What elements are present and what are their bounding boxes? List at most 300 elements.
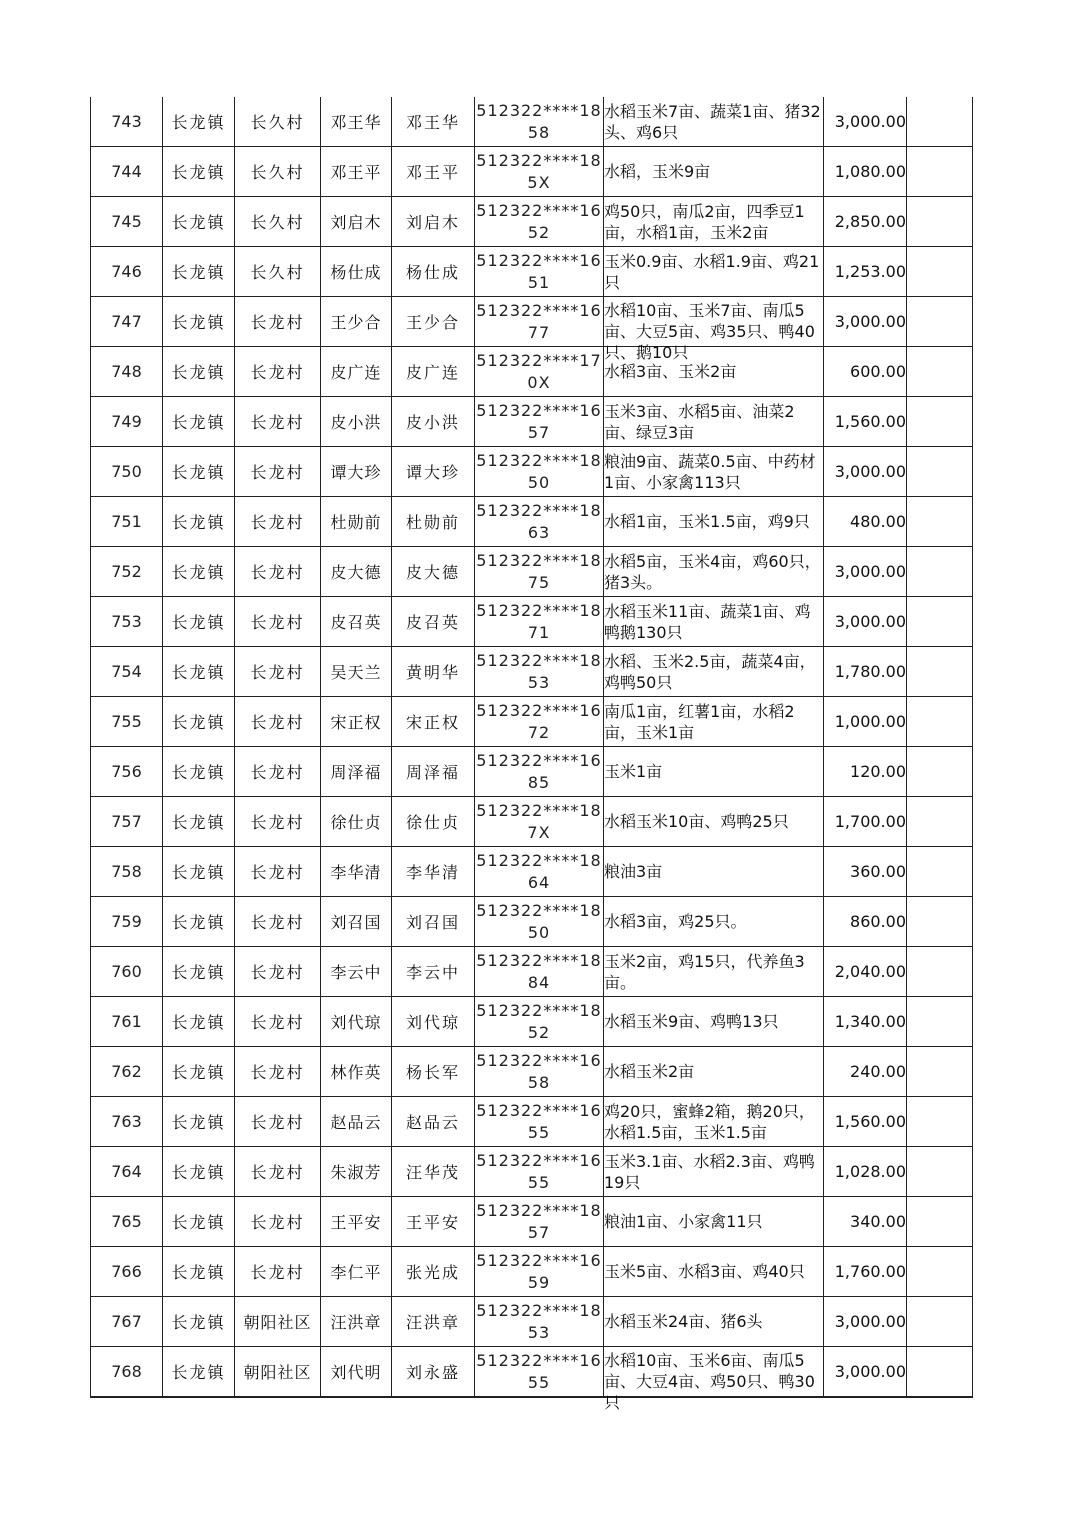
- recipient-name-cell: 李华清: [392, 847, 475, 897]
- description-cell-text: 玉米3.1亩、水稻2.3亩、鸡鸭19只: [604, 1151, 815, 1192]
- name-cell: 赵品云: [321, 1097, 392, 1147]
- description-cell-text: 水稻玉米7亩、蔬菜1亩、猪32头、鸡6只: [604, 101, 821, 142]
- id-number-line2: 64: [527, 872, 551, 892]
- row-number-cell: 743: [91, 97, 163, 147]
- id-number-line1: 512322****18: [476, 900, 602, 920]
- id-number-cell: [475, 197, 604, 247]
- description-cell-text: 水稻，玉米9亩: [604, 162, 711, 181]
- amount-cell: 480.00: [824, 497, 907, 547]
- id-number-line2: 52: [527, 1022, 551, 1042]
- name-cell: 汪洪章: [321, 1297, 392, 1347]
- town-cell: 长龙镇: [163, 947, 235, 997]
- remark-cell: [907, 447, 973, 497]
- recipient-name-cell: 邓王平: [392, 147, 475, 197]
- id-number-line2: 53: [527, 672, 551, 692]
- description-cell: [604, 1197, 824, 1247]
- remark-cell: [907, 997, 973, 1047]
- id-number-cell: [475, 697, 604, 747]
- name-cell: 杜勋前: [321, 497, 392, 547]
- table-row: [91, 697, 973, 747]
- name-cell: 邓王华: [321, 97, 392, 147]
- description-cell: [604, 597, 824, 647]
- row-number-cell: 764: [91, 1147, 163, 1197]
- id-number-line1: 512322****16: [476, 300, 602, 320]
- id-number-cell: [475, 1097, 604, 1147]
- table-row: [91, 947, 973, 997]
- town-cell: 长龙镇: [163, 847, 235, 897]
- id-number-line1: 512322****18: [476, 800, 602, 820]
- name-cell: 宋正权: [321, 697, 392, 747]
- description-cell: [604, 847, 824, 897]
- name-cell: 吴天兰: [321, 647, 392, 697]
- id-number-line2: 75: [527, 572, 551, 592]
- amount-cell: 3,000.00: [824, 1297, 907, 1347]
- description-cell: [604, 97, 824, 147]
- amount-cell: 860.00: [824, 897, 907, 947]
- recipient-name-cell: 杨长军: [392, 1047, 475, 1097]
- id-number-line2: 7X: [527, 822, 551, 842]
- table-row: [91, 597, 973, 647]
- row-number-cell: 750: [91, 447, 163, 497]
- town-cell: 长龙镇: [163, 97, 235, 147]
- amount-cell: 2,850.00: [824, 197, 907, 247]
- remark-cell: [907, 497, 973, 547]
- id-number-line2: 50: [527, 922, 551, 942]
- remark-cell: [907, 547, 973, 597]
- id-number-cell: [475, 1147, 604, 1197]
- id-number-cell: [475, 897, 604, 947]
- id-number-cell: [475, 547, 604, 597]
- id-number-cell: [475, 1347, 604, 1398]
- description-cell: [604, 547, 824, 597]
- village-cell: 长龙村: [235, 1197, 321, 1247]
- id-number-line1: 512322****18: [476, 1300, 602, 1320]
- remark-cell: [907, 847, 973, 897]
- row-number-cell: 758: [91, 847, 163, 897]
- description-cell: [604, 947, 824, 997]
- town-cell: 长龙镇: [163, 447, 235, 497]
- description-cell-text: 水稻玉米24亩、猪6头: [604, 1312, 763, 1331]
- description-cell-text: 玉米1亩: [604, 762, 663, 781]
- remark-cell: [907, 1197, 973, 1247]
- remark-cell: [907, 97, 973, 147]
- town-cell: 长龙镇: [163, 347, 235, 397]
- id-number-line1: 512322****18: [476, 450, 602, 470]
- id-number-line1: 512322****18: [476, 650, 602, 670]
- remark-cell: [907, 1097, 973, 1147]
- description-cell: [604, 1147, 824, 1197]
- village-cell: 长龙村: [235, 1047, 321, 1097]
- description-cell-text: 玉米3亩、水稻5亩、油菜2亩、绿豆3亩: [604, 401, 795, 442]
- row-number-cell: 746: [91, 247, 163, 297]
- description-cell: [604, 1297, 824, 1347]
- amount-cell: 1,700.00: [824, 797, 907, 847]
- amount-cell: 120.00: [824, 747, 907, 797]
- town-cell: 长龙镇: [163, 897, 235, 947]
- description-cell-text: 水稻3亩，鸡25只。: [604, 912, 747, 931]
- remark-cell: [907, 197, 973, 247]
- table-row: [91, 347, 973, 397]
- name-cell: 杨仕成: [321, 247, 392, 297]
- id-number-cell: [475, 1197, 604, 1247]
- id-number-line2: 58: [527, 1072, 551, 1092]
- id-number-line2: 50: [527, 472, 551, 492]
- description-cell: [604, 497, 824, 547]
- row-number-cell: 760: [91, 947, 163, 997]
- recipient-name-cell: 杜勋前: [392, 497, 475, 547]
- id-number-line2: 85: [527, 772, 551, 792]
- id-number-line1: 512322****18: [476, 600, 602, 620]
- village-cell: 朝阳社区: [235, 1347, 321, 1398]
- table-row: [91, 447, 973, 497]
- row-number-cell: 747: [91, 297, 163, 347]
- id-number-line2: 84: [527, 972, 551, 992]
- town-cell: 长龙镇: [163, 1197, 235, 1247]
- description-cell: [604, 1347, 824, 1412]
- row-number-cell: 755: [91, 697, 163, 747]
- village-cell: 长久村: [235, 247, 321, 297]
- table-body: [91, 97, 973, 1412]
- id-number-cell: [475, 497, 604, 547]
- town-cell: 长龙镇: [163, 1097, 235, 1147]
- id-number-line1: 512322****18: [476, 100, 602, 120]
- description-cell-text: 水稻10亩、玉米7亩、南瓜5亩、大豆5亩、鸡35只、鸭40只、鹅10只: [604, 300, 815, 362]
- id-number-cell: [475, 647, 604, 697]
- row-number-cell: 753: [91, 597, 163, 647]
- id-number-line2: 51: [527, 272, 551, 292]
- recipient-name-cell: 李云中: [392, 947, 475, 997]
- recipient-name-cell: 汪华茂: [392, 1147, 475, 1197]
- recipient-name-cell: 谭大珍: [392, 447, 475, 497]
- amount-cell: 1,000.00: [824, 697, 907, 747]
- id-number-cell: [475, 797, 604, 847]
- amount-cell: 1,760.00: [824, 1247, 907, 1297]
- description-cell-text: 水稻玉米2亩: [604, 1062, 695, 1081]
- remark-cell: [907, 1047, 973, 1097]
- row-number-cell: 754: [91, 647, 163, 697]
- description-cell: [604, 1097, 824, 1147]
- id-number-line2: 57: [527, 422, 551, 442]
- village-cell: 长久村: [235, 147, 321, 197]
- description-cell-text: 玉米0.9亩、水稻1.9亩、鸡21只: [604, 251, 820, 292]
- table-row: [91, 997, 973, 1047]
- id-number-cell: [475, 1297, 604, 1347]
- id-number-line2: 59: [527, 1272, 551, 1292]
- name-cell: 皮小洪: [321, 397, 392, 447]
- recipient-name-cell: 杨仕成: [392, 247, 475, 297]
- description-cell: [604, 897, 824, 947]
- id-number-line2: 5X: [527, 172, 551, 192]
- recipient-name-cell: 刘召国: [392, 897, 475, 947]
- table-row: [91, 297, 973, 347]
- name-cell: 林作英: [321, 1047, 392, 1097]
- village-cell: 长龙村: [235, 597, 321, 647]
- id-number-line2: 53: [527, 1322, 551, 1342]
- row-number-cell: 765: [91, 1197, 163, 1247]
- table-row: [91, 497, 973, 547]
- row-number-cell: 767: [91, 1297, 163, 1347]
- id-number-line1: 512322****18: [476, 950, 602, 970]
- id-number-line1: 512322****16: [476, 250, 602, 270]
- amount-cell: 1,028.00: [824, 1147, 907, 1197]
- id-number-line2: 52: [527, 222, 551, 242]
- id-number-line1: 512322****18: [476, 500, 602, 520]
- description-cell-text: 水稻10亩、玉米6亩、南瓜5亩、大豆4亩、鸡50只、鸭30只: [604, 1350, 815, 1412]
- id-number-line1: 512322****16: [476, 700, 602, 720]
- id-number-cell: [475, 997, 604, 1047]
- amount-cell: 1,253.00: [824, 247, 907, 297]
- row-number-cell: 752: [91, 547, 163, 597]
- id-number-line1: 512322****18: [476, 1000, 602, 1020]
- name-cell: 徐仕贞: [321, 797, 392, 847]
- amount-cell: 240.00: [824, 1047, 907, 1097]
- village-cell: 长龙村: [235, 997, 321, 1047]
- row-number-cell: 766: [91, 1247, 163, 1297]
- amount-cell: 1,560.00: [824, 397, 907, 447]
- village-cell: 长龙村: [235, 647, 321, 697]
- description-cell: [604, 397, 824, 447]
- town-cell: 长龙镇: [163, 1247, 235, 1297]
- village-cell: 长龙村: [235, 1097, 321, 1147]
- village-cell: 长龙村: [235, 1247, 321, 1297]
- table-row: [91, 1247, 973, 1297]
- id-number-cell: [475, 1247, 604, 1297]
- town-cell: 长龙镇: [163, 397, 235, 447]
- row-number-cell: 762: [91, 1047, 163, 1097]
- town-cell: 长龙镇: [163, 297, 235, 347]
- village-cell: 长龙村: [235, 697, 321, 747]
- table-row: [91, 797, 973, 847]
- row-number-cell: 763: [91, 1097, 163, 1147]
- name-cell: 朱淑芳: [321, 1147, 392, 1197]
- name-cell: 李华清: [321, 847, 392, 897]
- recipient-name-cell: 皮广连: [392, 347, 475, 397]
- amount-cell: 1,080.00: [824, 147, 907, 197]
- remark-cell: [907, 1297, 973, 1347]
- id-number-cell: [475, 247, 604, 297]
- village-cell: 长龙村: [235, 347, 321, 397]
- table-row: [91, 647, 973, 697]
- description-cell: [604, 797, 824, 847]
- id-number-line1: 512322****18: [476, 150, 602, 170]
- remark-cell: [907, 297, 973, 347]
- town-cell: 长龙镇: [163, 797, 235, 847]
- description-cell: [604, 1047, 824, 1097]
- row-number-cell: 751: [91, 497, 163, 547]
- recipient-name-cell: 赵品云: [392, 1097, 475, 1147]
- description-cell-text: 水稻1亩，玉米1.5亩，鸡9只: [604, 512, 810, 531]
- table-row: [91, 247, 973, 297]
- id-number-line2: 77: [527, 322, 551, 342]
- recipient-name-cell: 徐仕贞: [392, 797, 475, 847]
- name-cell: 皮广连: [321, 347, 392, 397]
- village-cell: 长龙村: [235, 947, 321, 997]
- amount-cell: 360.00: [824, 847, 907, 897]
- table-row: [91, 97, 973, 147]
- id-number-line1: 512322****18: [476, 850, 602, 870]
- remark-cell: [907, 347, 973, 397]
- table-row: [91, 1297, 973, 1347]
- description-cell-text: 玉米2亩，鸡15只，代养鱼3亩。: [604, 951, 805, 992]
- table-row: [91, 1197, 973, 1247]
- town-cell: 长龙镇: [163, 497, 235, 547]
- id-number-cell: [475, 297, 604, 347]
- village-cell: 长久村: [235, 197, 321, 247]
- id-number-cell: [475, 397, 604, 447]
- village-cell: 长龙村: [235, 797, 321, 847]
- description-cell-text: 水稻玉米10亩、鸡鸭25只: [604, 812, 789, 831]
- description-cell: [604, 1247, 824, 1297]
- recipient-name-cell: 周泽福: [392, 747, 475, 797]
- remark-cell: [907, 1347, 973, 1398]
- remark-cell: [907, 147, 973, 197]
- id-number-line1: 512322****16: [476, 400, 602, 420]
- town-cell: 长龙镇: [163, 1297, 235, 1347]
- amount-cell: 3,000.00: [824, 297, 907, 347]
- row-number-cell: 748: [91, 347, 163, 397]
- description-cell-text: 粮油1亩、小家禽11只: [604, 1212, 763, 1231]
- id-number-line2: 55: [527, 1172, 551, 1192]
- remark-cell: [907, 897, 973, 947]
- remark-cell: [907, 597, 973, 647]
- amount-cell: 600.00: [824, 347, 907, 397]
- table-row: [91, 1147, 973, 1197]
- village-cell: 长龙村: [235, 297, 321, 347]
- description-cell: [604, 147, 824, 197]
- name-cell: 邓王平: [321, 147, 392, 197]
- table-row: [91, 397, 973, 447]
- remark-cell: [907, 397, 973, 447]
- row-number-cell: 745: [91, 197, 163, 247]
- id-number-cell: [475, 1047, 604, 1097]
- recipient-name-cell: 王平安: [392, 1197, 475, 1247]
- id-number-line2: 58: [527, 122, 551, 142]
- town-cell: 长龙镇: [163, 147, 235, 197]
- id-number-line2: 55: [527, 1122, 551, 1142]
- recipient-name-cell: 黄明华: [392, 647, 475, 697]
- description-cell-text: 水稻玉米9亩、鸡鸭13只: [604, 1012, 779, 1031]
- village-cell: 长龙村: [235, 547, 321, 597]
- id-number-line2: 63: [527, 522, 551, 542]
- id-number-cell: [475, 147, 604, 197]
- town-cell: 长龙镇: [163, 997, 235, 1047]
- id-number-cell: [475, 847, 604, 897]
- name-cell: 皮大德: [321, 547, 392, 597]
- name-cell: 李仁平: [321, 1247, 392, 1297]
- description-cell: [604, 997, 824, 1047]
- id-number-line1: 512322****16: [476, 1100, 602, 1120]
- description-cell-text: 水稻3亩、玉米2亩: [604, 362, 737, 381]
- description-cell-text: 粮油9亩、蔬菜0.5亩、中药材1亩、小家禽113只: [604, 451, 816, 492]
- table-row: [91, 197, 973, 247]
- village-cell: 长龙村: [235, 1147, 321, 1197]
- description-cell: [604, 247, 824, 297]
- id-number-line2: 72: [527, 722, 551, 742]
- description-cell-text: 水稻5亩，玉米4亩，鸡60只，猪3头。: [604, 551, 821, 592]
- id-number-cell: [475, 347, 604, 397]
- village-cell: 长龙村: [235, 397, 321, 447]
- amount-cell: 3,000.00: [824, 547, 907, 597]
- id-number-line1: 512322****18: [476, 1200, 602, 1220]
- amount-cell: 340.00: [824, 1197, 907, 1247]
- amount-cell: 3,000.00: [824, 597, 907, 647]
- description-cell: [604, 647, 824, 697]
- amount-cell: 3,000.00: [824, 97, 907, 147]
- row-number-cell: 749: [91, 397, 163, 447]
- amount-cell: 3,000.00: [824, 1347, 907, 1398]
- town-cell: 长龙镇: [163, 1047, 235, 1097]
- description-cell: [604, 197, 824, 247]
- name-cell: 周泽福: [321, 747, 392, 797]
- name-cell: 李云中: [321, 947, 392, 997]
- remark-cell: [907, 797, 973, 847]
- town-cell: 长龙镇: [163, 647, 235, 697]
- name-cell: 刘召国: [321, 897, 392, 947]
- name-cell: 谭大珍: [321, 447, 392, 497]
- amount-cell: 3,000.00: [824, 447, 907, 497]
- name-cell: 刘代琼: [321, 997, 392, 1047]
- remark-cell: [907, 747, 973, 797]
- description-cell-text: 水稻玉米11亩、蔬菜1亩、鸡鸭鹅130只: [604, 601, 811, 642]
- town-cell: 长龙镇: [163, 247, 235, 297]
- village-cell: 长龙村: [235, 497, 321, 547]
- remark-cell: [907, 1247, 973, 1297]
- remark-cell: [907, 947, 973, 997]
- id-number-line2: 57: [527, 1222, 551, 1242]
- town-cell: 长龙镇: [163, 597, 235, 647]
- recipient-name-cell: 刘启木: [392, 197, 475, 247]
- description-cell: [604, 297, 824, 362]
- table-row: [91, 1347, 973, 1398]
- village-cell: 长龙村: [235, 447, 321, 497]
- name-cell: 刘启木: [321, 197, 392, 247]
- row-number-cell: 759: [91, 897, 163, 947]
- recipient-name-cell: 皮召英: [392, 597, 475, 647]
- recipient-name-cell: 王少合: [392, 297, 475, 347]
- name-cell: 皮召英: [321, 597, 392, 647]
- id-number-line1: 512322****18: [476, 550, 602, 570]
- amount-cell: 1,560.00: [824, 1097, 907, 1147]
- remark-cell: [907, 647, 973, 697]
- village-cell: 朝阳社区: [235, 1297, 321, 1347]
- id-number-line2: 0X: [527, 372, 551, 392]
- table-row: [91, 1047, 973, 1097]
- row-number-cell: 756: [91, 747, 163, 797]
- village-cell: 长龙村: [235, 847, 321, 897]
- village-cell: 长龙村: [235, 897, 321, 947]
- remark-cell: [907, 247, 973, 297]
- description-cell-text: 粮油3亩: [604, 862, 663, 881]
- description-cell: [604, 697, 824, 747]
- id-number-line1: 512322****16: [476, 750, 602, 770]
- table-row: [91, 1097, 973, 1147]
- subsidy-table: [90, 97, 973, 1412]
- town-cell: 长龙镇: [163, 747, 235, 797]
- id-number-cell: [475, 597, 604, 647]
- id-number-cell: [475, 447, 604, 497]
- id-number-cell: [475, 747, 604, 797]
- id-number-line2: 55: [527, 1372, 551, 1392]
- row-number-cell: 757: [91, 797, 163, 847]
- recipient-name-cell: 皮小洪: [392, 397, 475, 447]
- village-cell: 长龙村: [235, 747, 321, 797]
- description-cell: [604, 747, 824, 797]
- id-number-cell: [475, 947, 604, 997]
- recipient-name-cell: 张光成: [392, 1247, 475, 1297]
- town-cell: 长龙镇: [163, 547, 235, 597]
- id-number-line1: 512322****17: [476, 350, 602, 370]
- table-row: [91, 847, 973, 897]
